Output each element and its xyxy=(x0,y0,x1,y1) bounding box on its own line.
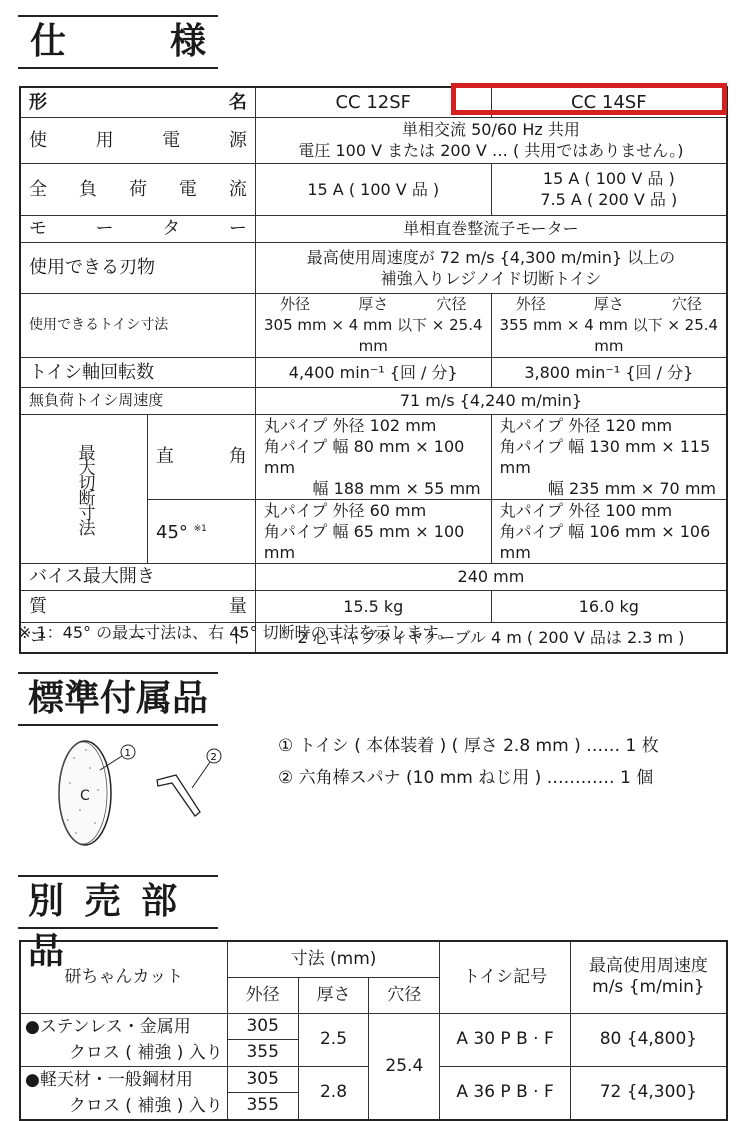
part-name-steel xyxy=(20,1066,227,1120)
parts-row-stainless-1 xyxy=(20,1013,727,1040)
label-char: ー xyxy=(95,218,114,239)
label-char: 使 xyxy=(29,129,47,151)
hex-wrench-icon xyxy=(157,749,221,816)
spec-row-full-load-current xyxy=(20,163,727,215)
label-char: 用 xyxy=(95,129,114,151)
accessories-title-text: 標準付属品 xyxy=(28,678,209,719)
header-outer-diameter: 外径 xyxy=(279,294,310,313)
svg-text:2: 2 xyxy=(210,752,217,763)
current-model-2-line-2: 7.5 A ( 200 V 品 ) xyxy=(540,190,678,209)
label-char: モ xyxy=(29,218,47,239)
part-name-stainless xyxy=(20,1013,227,1066)
label-char: 質 xyxy=(29,595,47,617)
optional-parts-title xyxy=(18,875,218,972)
header-outer-diameter: 外径 xyxy=(515,294,546,313)
optional-parts-title-text: 別 売 部 品 xyxy=(28,881,182,972)
header-max-speed-line-2: m/s {m/min} xyxy=(592,977,705,998)
part-thickness: 2.5 xyxy=(298,1013,369,1066)
usable-blades-line-1: 最高使用周速度が 72 m/s {4,300 m/min} 以上の xyxy=(306,247,676,267)
part-name-line-2: クロス ( 補強 ) 入り xyxy=(68,1042,223,1063)
no-load-speed-value: 71 m/s {4,240 m/min} xyxy=(255,387,727,414)
spec-row-vise-opening xyxy=(20,563,727,590)
max-cut-group-text: 最大切断寸法 xyxy=(74,443,95,534)
usable-blades-label: 使用できる刃物 xyxy=(20,242,255,293)
cc14sf-highlight-box xyxy=(451,83,727,115)
label-char: 源 xyxy=(228,129,247,151)
part-bore: 25.4 xyxy=(369,1013,440,1120)
weight-model-1: 15.5 kg xyxy=(255,590,491,622)
label-char: 角 xyxy=(228,446,247,467)
svg-text:1: 1 xyxy=(124,748,131,759)
part-name-line-2: クロス ( 補強 ) 入り xyxy=(68,1095,223,1116)
specs-title xyxy=(18,15,218,69)
motor-value: 単相直巻整流子モーター xyxy=(255,215,727,242)
spindle-speed-label: トイシ軸回転数 xyxy=(20,357,255,387)
wheel-size-model-2: 355 mm × 4 mm 以下 × 25.4 mm xyxy=(499,315,719,355)
cut-line: 角パイプ 幅 80 mm × 100 mm xyxy=(263,436,465,477)
spindle-speed-model-2: 3,800 min⁻¹ {回 / 分} xyxy=(491,357,727,387)
cut-line: 角パイプ 幅 65 mm × 100 mm xyxy=(263,521,465,562)
svg-text:C: C xyxy=(80,788,90,804)
header-max-speed-line-1: 最高使用周速度 xyxy=(588,956,708,977)
cut-line: 丸パイプ 外径 102 mm xyxy=(263,415,437,435)
spec-row-spindle-speed xyxy=(20,357,727,387)
part-name-line-1: ●ステンレス・金属用 xyxy=(25,1016,191,1037)
max-cut-group-label xyxy=(20,414,148,563)
part-outer: 305 xyxy=(227,1013,298,1040)
grinding-disc-icon xyxy=(59,741,135,845)
part-speed: 72 {4,300} xyxy=(570,1066,727,1120)
header-label-right: 名 xyxy=(228,91,247,113)
label-char: 負 xyxy=(78,178,97,200)
model-cc12sf: CC 12SF xyxy=(255,87,491,117)
cut-line: 幅 188 mm × 55 mm xyxy=(312,478,481,498)
spec-row-wheel-size xyxy=(20,293,727,357)
accessories-title xyxy=(18,672,218,726)
label-char: 量 xyxy=(228,595,247,617)
label-char: 電 xyxy=(162,129,181,151)
spec-row-max-cut-right-angle xyxy=(20,414,727,499)
label-char: ー xyxy=(228,218,247,239)
parts-header-row-1 xyxy=(20,941,727,977)
header-thickness: 厚さ xyxy=(298,977,369,1013)
cut-line: 丸パイプ 外径 100 mm xyxy=(499,500,673,520)
accessory-item-grinding-wheel: ① トイシ ( 本体装着 ) ( 厚さ 2.8 mm ) …… 1 枚 xyxy=(278,736,659,756)
label-char: 直 xyxy=(156,446,174,467)
current-model-1: 15 A ( 100 V 品 ) xyxy=(255,163,491,215)
header-thickness: 厚さ xyxy=(593,294,624,313)
accessories-illustration xyxy=(40,728,230,848)
label-char: ド xyxy=(228,626,247,648)
spec-row-power xyxy=(20,117,727,163)
optional-parts-table xyxy=(19,940,728,1121)
header-thickness: 厚さ xyxy=(358,294,389,313)
power-line-1: 単相交流 50/60 Hz 共用 xyxy=(402,120,580,139)
part-speed: 80 {4,800} xyxy=(570,1013,727,1066)
header-max-speed xyxy=(570,941,727,1013)
part-outer: 355 xyxy=(227,1040,298,1067)
cut-line: 角パイプ 幅 130 mm × 115 mm xyxy=(499,436,711,477)
specs-title-char-1: 仕 xyxy=(30,21,67,62)
part-symbol: A 30 P B · F xyxy=(440,1013,571,1066)
label-char: コ xyxy=(29,626,47,648)
accessories-list xyxy=(278,730,659,794)
vise-opening-label: バイス最大開き xyxy=(20,563,255,590)
power-line-2: 電圧 100 V または 200 V … ( 共用ではありません。) xyxy=(298,141,684,160)
spec-table xyxy=(19,86,728,654)
part-symbol: A 36 P B · F xyxy=(440,1066,571,1120)
spec-row-usable-blades xyxy=(20,242,727,293)
part-outer: 355 xyxy=(227,1092,298,1119)
label-char: 流 xyxy=(228,178,247,200)
cut-line: 丸パイプ 外径 120 mm xyxy=(499,415,673,435)
deg45-label: 45° xyxy=(156,522,188,543)
model-cc14sf: CC 14SF xyxy=(491,87,727,117)
accessory-item-hex-wrench: ② 六角棒スパナ (10 mm ねじ用 ) ………… 1 個 xyxy=(278,768,654,788)
header-bore: 穴径 xyxy=(436,294,467,313)
header-product-name: 研ちゃんカット xyxy=(20,941,227,1013)
current-model-2-line-1: 15 A ( 100 V 品 ) xyxy=(542,169,675,188)
part-name-line-1: ●軽天材・一般鋼材用 xyxy=(25,1069,193,1090)
wheel-size-model-1: 305 mm × 4 mm 以下 × 25.4 mm xyxy=(263,315,483,355)
part-thickness: 2.8 xyxy=(298,1066,369,1120)
header-label-left: 形 xyxy=(29,91,47,113)
wheel-size-label: 使用できるトイシ寸法 xyxy=(20,293,255,357)
weight-model-2: 16.0 kg xyxy=(491,590,727,622)
header-wheel-symbol: トイシ記号 xyxy=(440,941,571,1013)
spec-row-weight xyxy=(20,590,727,622)
deg45-note-mark: ※1 xyxy=(193,524,207,534)
vise-opening-value: 240 mm xyxy=(255,563,727,590)
label-char: ー xyxy=(128,626,147,648)
label-char: タ xyxy=(162,218,181,239)
spindle-speed-model-1: 4,400 min⁻¹ {回 / 分} xyxy=(255,357,491,387)
header-outer: 外径 xyxy=(227,977,298,1013)
header-dimensions: 寸法 (mm) xyxy=(227,941,440,977)
cut-line: 丸パイプ 外径 60 mm xyxy=(263,500,427,520)
header-bore: 穴径 xyxy=(671,294,702,313)
label-char: 荷 xyxy=(128,178,147,200)
spec-row-no-load-speed xyxy=(20,387,727,414)
cord-value: 2 心キャブタイヤケーブル 4 m ( 200 V 品は 2.3 m ) xyxy=(255,622,727,653)
spec-row-motor xyxy=(20,215,727,242)
header-bore: 穴径 xyxy=(369,977,440,1013)
label-char: 全 xyxy=(29,178,47,200)
label-char: 電 xyxy=(178,178,197,200)
specs-title-char-2: 様 xyxy=(169,21,206,62)
spec-footnote: ※ 1：45° の最大寸法は、右 45° 切断時の寸法を示します。 xyxy=(18,623,454,642)
cut-line: 幅 235 mm × 70 mm xyxy=(547,478,716,498)
cut-line: 角パイプ 幅 106 mm × 106 mm xyxy=(499,521,711,562)
no-load-speed-label: 無負荷トイシ周速度 xyxy=(20,387,255,414)
usable-blades-line-2: 補強入りレジノイド切断トイシ xyxy=(380,268,602,288)
part-outer: 305 xyxy=(227,1066,298,1092)
